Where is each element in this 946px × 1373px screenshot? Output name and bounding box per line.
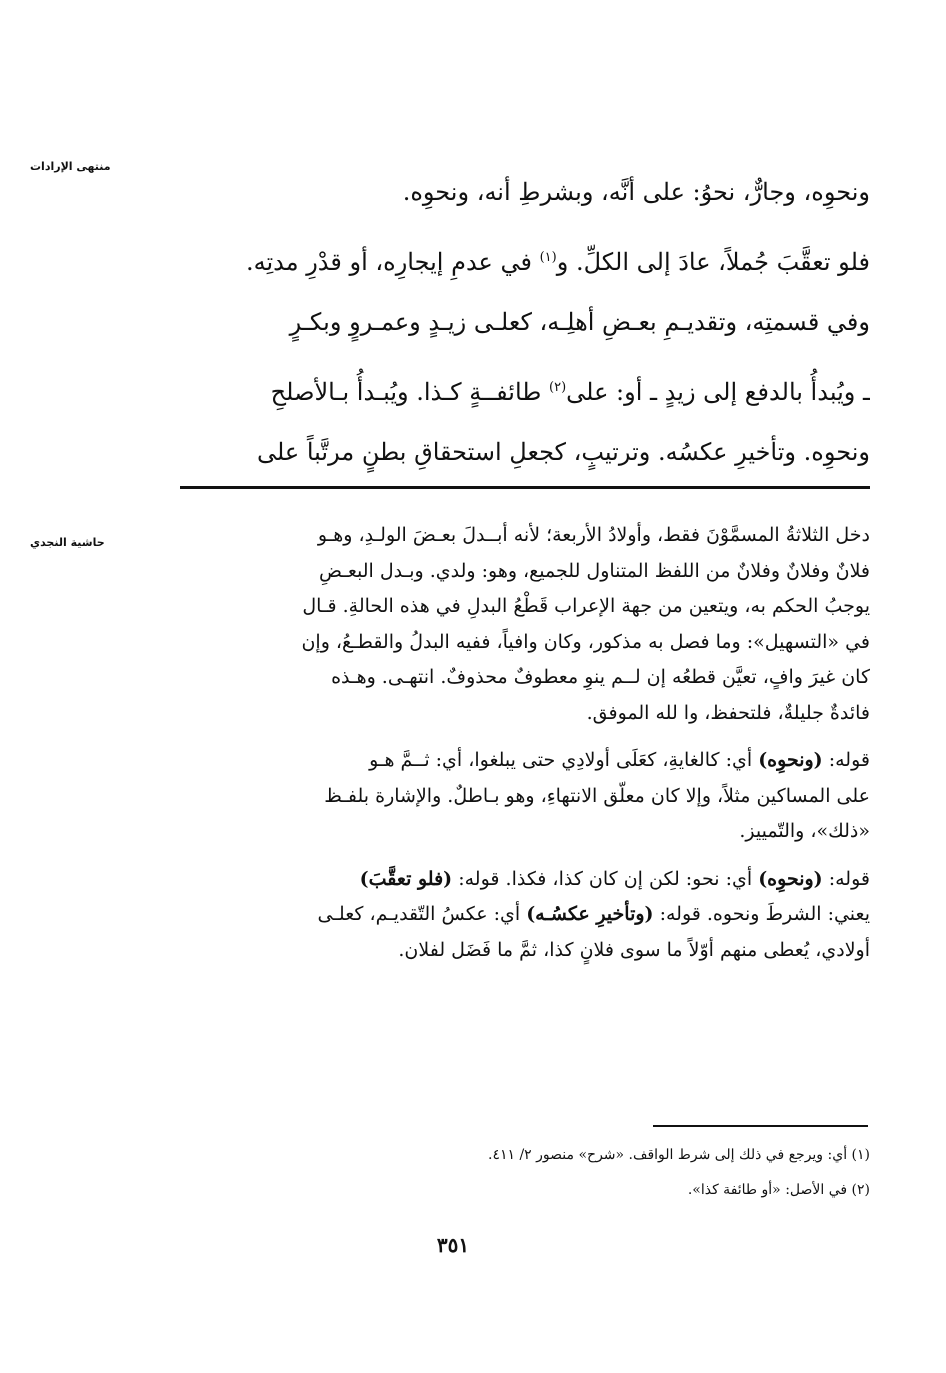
matn-line: ونحوِه. وتأخيرِ عكسُه. وترتيبٍ، كجعلِ استحقاقِ بطنٍ مرتَّباً على — [256, 438, 870, 466]
sharh-line — [180, 897, 870, 933]
sharh-line-text: أي: نحو: لكن إن كان كذا، فكذا. قوله: — [452, 867, 759, 890]
sharh-line: كان غيرَ وافٍ، تعيَّن قطعُه إن لــم ينوِ معطوفٌ محذوفٌ. انتهـى. وهـذه — [331, 666, 870, 688]
sharh-line — [180, 862, 870, 898]
footnote-2: (٢) في الأصل: «أو طائفة كذا». — [687, 1182, 870, 1198]
side-label-matn: منتهى الإرادات — [30, 160, 111, 173]
quoted-term: (ونحوِه) — [758, 867, 823, 890]
footnote-marker-1: (١) — [539, 250, 557, 265]
matn-line: ونحوِه، وجارٌّ، نحوُ: على أنَّه، وبشرطِ أنه، ونحوِه. — [402, 178, 870, 206]
matn-line-4-end: طائفــةٍ كـذا. ويُبـدأُ بـالأصلحِ — [270, 378, 549, 406]
sharh-line: في «التسهيل»: وما فصل به مذكور، وكان وافياً، ففيه البدلُ والقطـعُ، وإن — [301, 630, 870, 653]
qawluhu-label: قوله: — [822, 867, 870, 890]
sharh-line: أولادي، يُعطى منهم أوّلاً ما سوى فلانٍ كذا، ثمَّ ما فَضَل لفلان. — [398, 938, 870, 961]
section-divider — [180, 486, 870, 489]
sharh-line — [180, 743, 870, 779]
sharh-line-text: أي: كالغايةِ، كعَلَى أولادِي حتى يبلغوا، أي: ثــمَّ هـو — [369, 749, 759, 771]
sharh-line: فلانٌ وفلانٌ وفلانٌ من اللفظ المتناول للجميع، وهو: ولدي. وبـدل البعـضِ — [319, 559, 870, 582]
footnote-1: (١) أي: ويرجع في ذلك إلى شرط الواقف. «شرح» منصور ٢/ ٤١١. — [487, 1147, 870, 1163]
sharh-text — [180, 518, 870, 968]
matn-text — [180, 160, 870, 485]
side-label-sharh: حاشية النجدي — [30, 536, 105, 549]
sharh-line: «ذلك»، والتّمييز. — [739, 820, 870, 842]
matn-line-4-start: ـ ويُبدأُ بالدفع إلى زيدٍ ـ أو: على — [566, 378, 870, 406]
sharh-line: يوجبُ الحكم به، ويتعين من جهة الإعراب قَطْعُ البدلِ في هذه الحالةِ. قـال — [302, 595, 870, 617]
matn-line — [180, 225, 870, 290]
footnotes — [330, 1138, 870, 1208]
quoted-term: (فلو تعقَّبَ) — [359, 867, 453, 890]
matn-line: وفي قسمتِه، وتقديـمِ بعـضِ أهلِـه، كعلـى زيـدٍ وعمـروٍ وبكـرٍ — [289, 308, 870, 336]
page-number: ٣٥١ — [436, 1233, 470, 1257]
sharh-line: على المساكين مثلاً، وإلا كان معلّق الانتهاءِ، وهو بـاطلٌ. والإشارة بلفـظ — [324, 784, 870, 807]
matn-line-2-start: فلو تعقَّبَ جُملاً، عادَ إلى الكلِّ. و — [556, 248, 870, 276]
qawluhu-label: قوله: — [822, 749, 870, 771]
matn-line-2-end: في عدمِ إيجارِه، أو قدْرِ مدتِه. — [245, 248, 540, 276]
sharh-line: دخل الثلاثةُ المسمَّوْنَ فقط، وأولادُ الأربعة؛ لأنه أبــدلَ بعـضَ الولـدِ، وهـو — [317, 524, 870, 546]
matn-line — [180, 355, 870, 420]
quoted-term: (وتأخيرِ عكسُـه) — [526, 903, 654, 925]
sharh-line: فائدةٌ جليلةٌ، فلتحفظ، وا لله الموفق. — [586, 701, 870, 724]
quoted-term: (ونحوِه) — [758, 749, 823, 771]
sharh-line-text: يعني: الشرطَ ونحوه. قوله: — [653, 903, 870, 925]
sharh-line-text: أي: عكسُ التّقديـم، كعلـى — [317, 903, 527, 925]
footnote-rule — [653, 1125, 868, 1127]
footnote-marker-2: (٢) — [549, 380, 567, 395]
